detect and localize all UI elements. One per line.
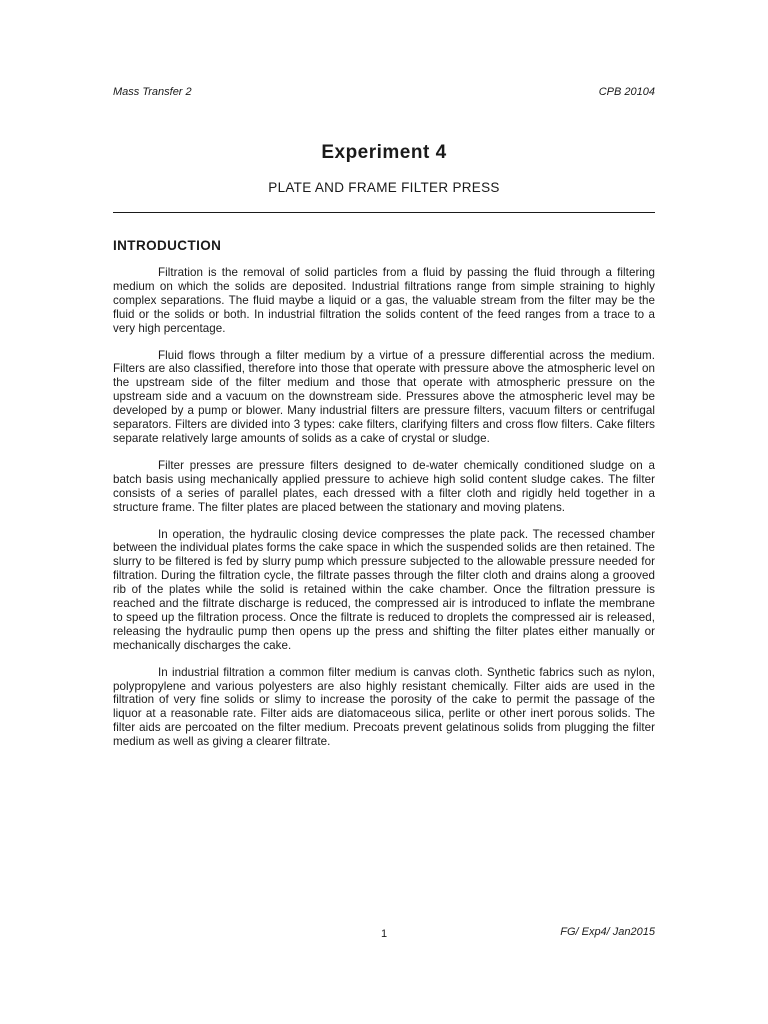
paragraph: Filter presses are pressure filters designed to de-water chemically conditioned sludge on a batch basis using mechanically applied pressure to achieve high solid content sludge cakes. The filter consists of a series of parallel plates, each dressed with a filter cloth and rigidly held together in a structure frame. The filter plates are placed between the stationary and moving platens.	[113, 458, 655, 514]
title-divider	[113, 212, 655, 213]
paragraph: Filtration is the removal of solid particles from a fluid by passing the fluid through a filtering medium on which the solids are deposited. Industrial filtrations range from simple straining to highly complex separations. The fluid maybe a liquid or a gas, the valuable stream from the filter may be the fluid or the solids or both. In industrial filtration the solids content of the feed ranges from a trace to a very high percentage.	[113, 266, 655, 335]
footer-reference: FG/ Exp4/ Jan2015	[560, 926, 655, 938]
page-number: 1	[380, 928, 388, 940]
section-body	[113, 266, 655, 762]
section-heading: INTRODUCTION	[113, 238, 222, 253]
paragraph: In operation, the hydraulic closing device compresses the plate pack. The recessed chamber between the individual plates forms the cake space in which the suspended solids are then retained. The slurry to be filtered is fed by slurry pump which pressure subjected to the allowable pressure needed for filtration. During the filtration cycle, the filtrate passes through the filter cloth and drains along a grooved rib of the plates while the solid is retained within the cake chamber. Once the filtration pressure is reached and the filtrate discharge is reduced, the compressed air is introduced to inflate the membrane to speed up the filtration process. Once the filtrate is reduced to droplets the compressed air is released, releasing the hydraulic pump then opens up the press and shifting the filter plates either manually or mechanically discharges the cake.	[113, 527, 655, 652]
paragraph: In industrial filtration a common filter medium is canvas cloth. Synthetic fabrics such as nylon, polypropylene and various polyesters are also highly resistant chemically. Filter aids are used in the filtration of very fine solids or slimy to increase the porosity of the cake to permit the passage of the liquor at a reasonable rate. Filter aids are diatomaceous silica, perlite or other inert porous solids. The filter aids are percoated on the filter medium. Precoats prevent gelatinous solids from plugging the filter medium as well as giving a clearer filtrate.	[113, 665, 655, 749]
page-subtitle: PLATE AND FRAME FILTER PRESS	[268, 180, 500, 195]
course-name: Mass Transfer 2	[113, 86, 192, 98]
course-code: CPB 20104	[598, 86, 655, 98]
paragraph: Fluid flows through a filter medium by a virtue of a pressure differential across the medium. Filters are also classified, therefore into those that operate with pressure above the atmospheric level on the upstream side of the filter medium and those that operate with atmospheric pressure on the upstream side and a vacuum on the downstream side. Pressures above the atmospheric level may be developed by a pump or blower. Many industrial filters are pressure filters, vacuum filters or centrifugal separators. Filters are divided into 3 types: cake filters, clarifying filters and cross flow filters. Cake filters separate relatively large amounts of solids as a cake of crystal or sludge.	[113, 348, 655, 445]
page-title: Experiment 4	[321, 142, 447, 163]
